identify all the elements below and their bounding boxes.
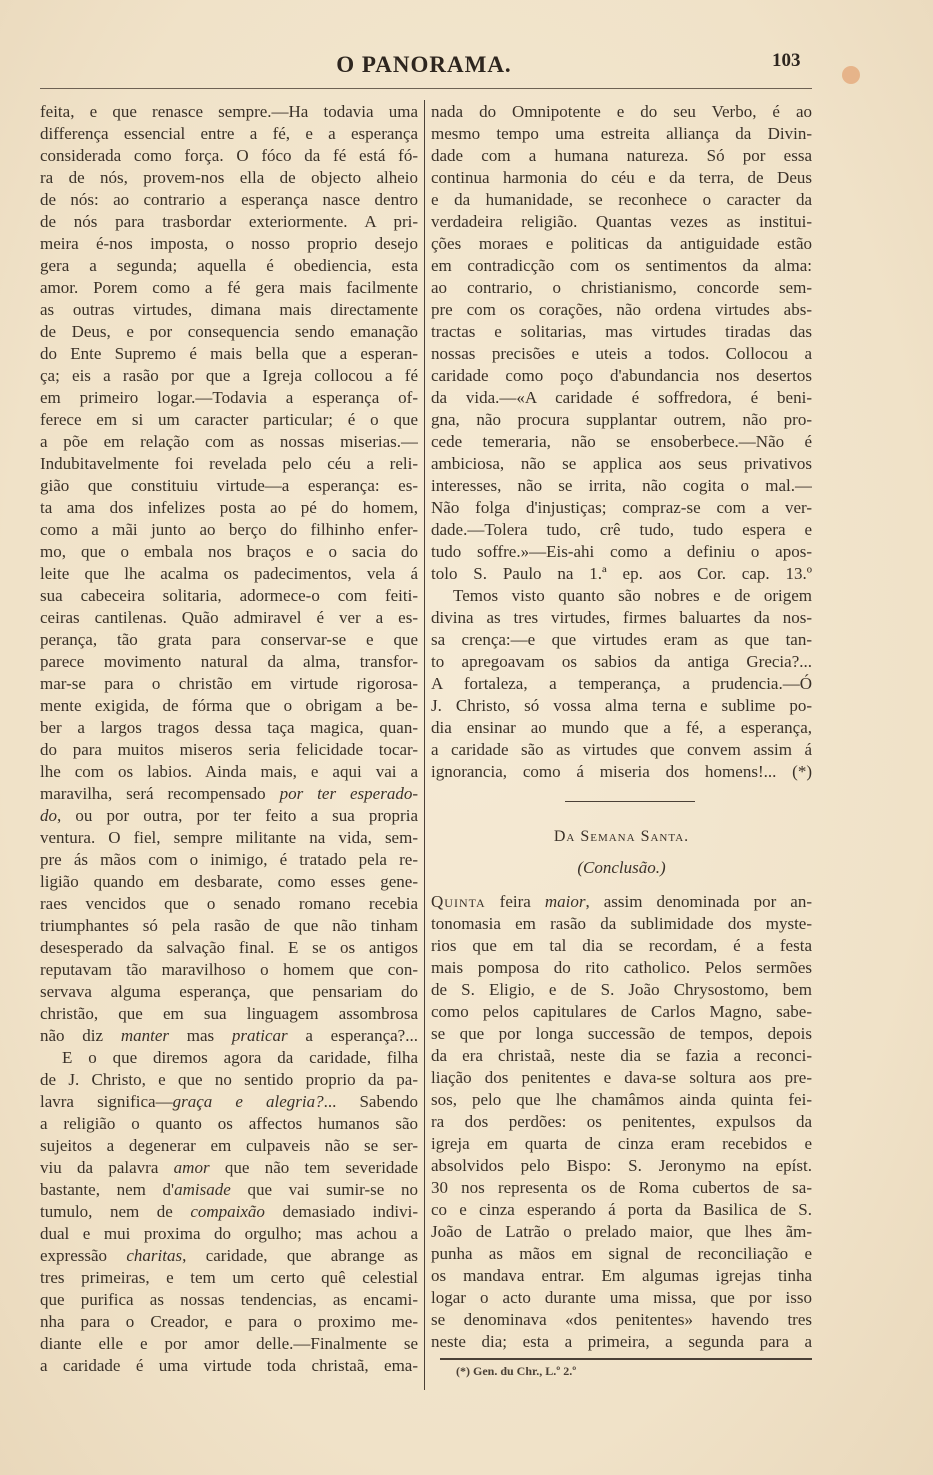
text-line: se denominava «dos penitentes» havendo tres [431,1310,812,1329]
text-line: gna, não procura supplantar outrem, não pro- [431,410,812,429]
text-line: a religião o quanto os affectos humanos são [40,1114,418,1133]
text-line: tonomasia em rasão da sublimidade dos myste- [431,914,812,933]
text-line: A fortaleza, a temperança, a prudencia.—Ó [431,674,812,693]
text-segment: manter [120,1026,169,1045]
text-line: perança, tão grata para conservar-se e que [40,630,418,649]
text-segment: compaixão [190,1202,265,1221]
text-segment: praticar [231,1026,288,1045]
text-line: cede temeraria, não se ensoberbece.—Não é [431,432,812,451]
text-line: gera a segunda; aquella é obediencia, esta [40,256,418,275]
text-line: considerada como força. O fóco da fé está fó- [40,146,418,165]
text-line: da era christaã, neste dia se fazia a reconci- [431,1046,812,1065]
text-line: interesses, não se irrita, não cogita o mal.— [431,476,812,495]
text-line: amor. Porem como a fé gera mais facilmente [40,278,418,297]
text-line: mesmo tempo uma estreita alliança da Divin- [431,124,812,143]
text-segment: charitas [126,1246,183,1265]
text-line [40,1157,418,1179]
text-line: como pelos capitulares de Carlos Magno, sabe- [431,1002,812,1021]
text-line [40,805,418,827]
text-segment: amor [173,1158,210,1177]
column-divider [424,100,425,1390]
text-line: dual e mui proxima do orgulho; mas achou a [40,1224,418,1243]
text-line: ventura. O fiel, sempre militante na vida, sem- [40,828,418,847]
text-line: christão, que em sua linguagem assombrosa [40,1004,418,1023]
text-line: J. Christo, só vossa alma terna e sublime po- [431,696,812,715]
text-line: ta ama dos infelizes posta ao pé do homem, [40,498,418,517]
text-segment: por ter esperado- [279,784,418,803]
paper-stain [842,66,860,84]
text-line: mente exigida, de fórma que o obrigam a be- [40,696,418,715]
text-segment: ... Sabendo [323,1092,418,1111]
text-segment: a esperança?... [287,1026,418,1045]
text-line: sos, pelo que lhe chamâmos ainda quinta fei- [431,1090,812,1109]
text-line: divina as tres virtudes, firmes baluartes da nos- [431,608,812,627]
text-line: de nós para trasbordar exteriormente. A pri- [40,212,418,231]
text-line: ra dos perdões: os penitentes, expulsos da [431,1112,812,1131]
text-line: pre ás mãos com o inimigo, é tratado pela re- [40,850,418,869]
text-segment: expressão [40,1246,127,1265]
text-line: do Ente Supremo é mais bella que a esperan- [40,344,418,363]
text-segment: mas [169,1026,232,1045]
text-line: tractas e solitarias, mas virtudes tiradas das [431,322,812,341]
text-line: de nós: ao contrario a esperança nasce dentro [40,190,418,209]
right-column [431,101,812,783]
text-segment: , ou por outra, por ter feito a sua propria [57,806,418,825]
text-line: rios que em tal dia se recordam, é a festa [431,936,812,955]
text-line: ferece em si um caracter particular; é o que [40,410,418,429]
text-segment: , assim denominada por an- [585,892,812,911]
section-divider [565,801,695,802]
text-line [40,1245,418,1267]
text-line: como a mãi junto ao berço do filhinho enfer- [40,520,418,539]
text-line: nada do Omnipotente e do seu Verbo, é ao [431,102,812,121]
text-line: de J. Christo, e que no sentido proprio da pa- [40,1070,418,1089]
text-line: tolo S. Paulo na 1.ª ep. aos Cor. cap. 13.º [431,564,812,583]
text-line: gião que constituiu virtude—a esperança: es- [40,476,418,495]
page-number: 103 [772,50,801,71]
text-line: ceiras cantilenas. Quão admiravel é ver a es- [40,608,418,627]
text-line: sa crença:—e que virtudes eram as que tan- [431,630,812,649]
text-line [40,1025,418,1047]
text-line: tres primeiras, e tem um certo quê celestial [40,1268,418,1287]
text-line: 30 nos representa os de Roma cubertos de sa- [431,1178,812,1197]
footnote-rule [440,1358,812,1360]
text-line [40,1091,418,1113]
text-segment: tumulo, nem de [40,1202,191,1221]
text-line: do para muitos miseros seria felicidade tocar- [40,740,418,759]
text-line: de S. Eligio, e de S. João Chrysostomo, bem [431,980,812,999]
text-line: em contradicção com os sentimentos da alma: [431,256,812,275]
text-line [40,1201,418,1223]
text-line: da vida.—«A caridade é soffredora, é beni- [431,388,812,407]
text-line: se que por longa successão de tempos, depois [431,1024,812,1043]
text-line [40,783,418,805]
text-line: reputavam tão maravilhoso o homem que con- [40,960,418,979]
text-line: mar-se para o christão em virtude rigorosa- [40,674,418,693]
text-line: os mandava entrar. Em algumas igrejas tinha [431,1266,812,1285]
text-segment: viu da palavra [40,1158,174,1177]
text-line: co e cinza esperando á porta da Basilica de S. [431,1200,812,1219]
text-line: nha para o Creador, e para o proximo me- [40,1312,418,1331]
text-line: Indubitavelmente foi revelada pelo céu a reli- [40,454,418,473]
text-line: triumphantes só pela rasão de que não tinham [40,916,418,935]
text-line: a põe em relação com as nossas miserias.— [40,432,418,451]
text-line: dade com a humana natureza. Só por essa [431,146,812,165]
text-line: de Deus, e por consequencia sendo emanação [40,322,418,341]
text-line: ções moraes e politicas da antiguidade estão [431,234,812,253]
text-line: a caridade é uma virtude toda christaã, ema- [40,1356,418,1375]
text-line: que purifica as nossas tendencias, as encami- [40,1290,418,1309]
text-line: absolvidos pelo Bispo: S. Jeronymo na epíst. [431,1156,812,1175]
text-line: leite que lhe acalma os padecimentos, vela á [40,564,418,583]
text-line: punha as mãos em signal de reconciliação e [431,1244,812,1263]
section-subtitle: (Conclusão.) [577,858,666,877]
text-line: ao contrario, o christianismo, concorde sem- [431,278,812,297]
text-line: ber a largos tragos dessa taça magica, quan- [40,718,418,737]
text-line: ça; eis a rasão por que a Igreja collocou a fé [40,366,418,385]
left-column [40,101,418,1377]
text-line: a caridade são as virtudes que convem assim á [431,740,812,759]
header-rule [40,88,812,89]
text-line: neste dia; esta a primeira, a segunda para a [431,1332,812,1351]
text-line: sujeitos a degenerar em culpaveis não se ser- [40,1136,418,1155]
footnote: (*) Gen. du Chr., L.º 2.º [456,1364,577,1378]
text-line: igreja em quarta de cinza eram recebidos e [431,1134,812,1153]
text-segment: Quinta [431,892,486,911]
text-line: parece movimento natural da alma, transfor- [40,652,418,671]
text-segment: amisade [174,1180,231,1199]
text-line: feita, e que renasce sempre.—Ha todavia uma [40,102,418,121]
text-line: diante elle e por amor delle.—Finalmente se [40,1334,418,1353]
text-segment: que não tem severidade [209,1158,418,1177]
text-segment: maior [544,892,586,911]
text-line: meira é-nos imposta, o nosso proprio desejo [40,234,418,253]
text-line: dia ensinar ao mundo que a fé, a esperança, [431,718,812,737]
section-title: Da Semana Santa. [553,828,690,845]
text-line: João de Latrão o prelado maior, que lhes ãm- [431,1222,812,1241]
text-line: ignorancia, como á miseria dos homens!... (*) [431,762,812,781]
text-line: Não folga d'injustiças; compraz-se com a ver- [431,498,812,517]
text-line: desesperado da salvação final. E se os antigos [40,938,418,957]
text-line: caridade como poço d'abundancia nos desertos [431,366,812,385]
text-line: verdadeira religião. Quantas vezes as institui- [431,212,812,231]
text-line: logar o acto durante uma missa, que por isso [431,1288,812,1307]
text-line: continua harmonia do céu e da terra, de Deus [431,168,812,187]
text-line: pre com os corações, não ordena virtudes abs- [431,300,812,319]
text-line: tudo soffre.»—Eis-ahi como a definiu o apos- [431,542,812,561]
text-line: nossas precisões e uteis a todos. Collocou a [431,344,812,363]
masthead-title: O PANORAMA. [336,52,512,77]
text-segment: bastante, nem d' [40,1180,175,1199]
text-line: servava alguma esperança, que pensariam do [40,982,418,1001]
text-segment: feira [485,892,545,911]
text-line: ra de nós, provem-nos ella de objecto alheio [40,168,418,187]
section-body [431,891,812,1353]
text-line: mais pomposa do rito catholico. Pelos sermões [431,958,812,977]
text-line: liação dos penitentes e dava-se soltura aos pre- [431,1068,812,1087]
text-line: mo, que o embala nos braços e o sacia do [40,542,418,561]
text-line: E o que diremos agora da caridade, filha [62,1048,418,1067]
text-segment: maravilha, será recompensado [40,784,280,803]
text-line: ligião quando em desbarate, como esses gene- [40,872,418,891]
text-line: em primeiro logar.—Todavia a esperança of- [40,388,418,407]
text-line: differença essencial entre a fé, e a esperança [40,124,418,143]
text-line: Temos visto quanto são nobres e de origem [453,586,812,605]
text-line: dade.—Tolera tudo, crê tudo, tudo espera e [431,520,812,539]
text-line: as outras virtudes, dimana mais directamente [40,300,418,319]
text-line: lhe com os labios. Ainda mais, e aqui vai a [40,762,418,781]
text-line [40,1179,418,1201]
text-segment: demasiado indivi- [264,1202,418,1221]
text-line: e da humanidade, se reconhece o caracter da [431,190,812,209]
text-line: sua cabeceira solitaria, adormece-o com feiti- [40,586,418,605]
text-segment: que vai sumir-se no [230,1180,418,1199]
text-line: ambiciosa, não se applica aos seus privativos [431,454,812,473]
text-line: raes vencidos que o senado romano recebia [40,894,418,913]
text-segment: graça e alegria? [172,1092,324,1111]
text-segment: não diz [40,1026,121,1045]
text-segment: , caridade, que abrange as [182,1246,418,1265]
text-segment: do [40,806,57,825]
text-line [431,891,812,913]
text-segment: lavra significa— [40,1092,173,1111]
text-line: to apregoavam os sabios da antiga Grecia?... [431,652,812,671]
